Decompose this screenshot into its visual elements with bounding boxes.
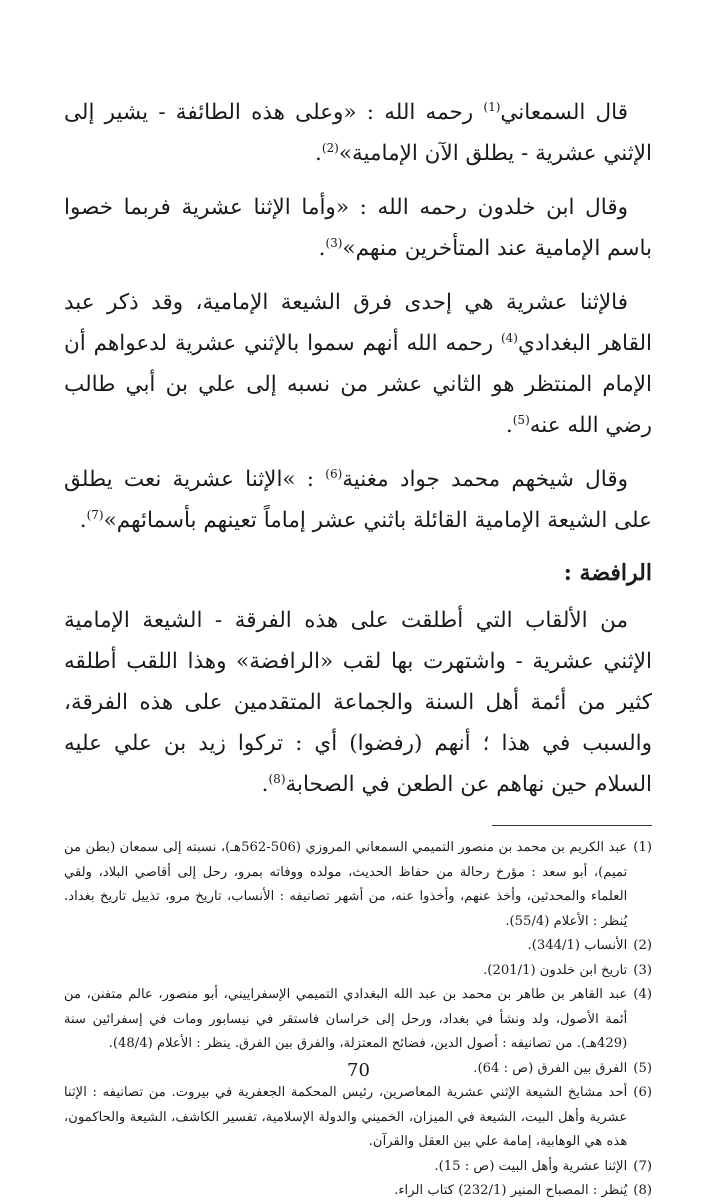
paragraph-rafida: من الألقاب التي أطلقت على هذه الفرقة - الشيعة الإمامية الإثني عشرية - واشتهرت بها لقب «الرافضة» وهذا اللقب أطلقه كثير من أئمة أهل السنة والجماعة المتقدمين على هذه الفرقة، والسبب في هذا ؛ أنهم (رفضوا) أي : تركوا زيد بن علي عليه السلام حين نهاهم عن الطعن في الصحابة$^{(8)}$. <box>64 608 652 797</box>
footnote-5: (5) الفرق بين الفرق (ص : 64). <box>473 1060 652 1076</box>
paragraph-mughniyah-quote: وقال شيخهم محمد جواد مغنية$^{(6)}$ : »الإثنا عشرية نعت يطلق على الشيعة الإمامية القائلة باثني عشر إماماً تعينهم بأسمائهم»$^{(7)}$. <box>64 466 652 533</box>
page-body <box>64 92 652 1204</box>
page-number: 70 <box>347 1060 370 1081</box>
footnote-8: (8) يُنظر : المصباح المنير (232/1) كتاب الراء. <box>394 1183 652 1198</box>
footnote-4: (4) عبد القاهر بن طاهر بن محمد بن عبد الله البغدادي التميمي الإسفراييني، أبو منصور، عالم متفنن، من أئمة الأصول، ولد ونشأ في بغداد، ورحل إلى خراسان فاستقر في نيسابور ومات في إسفرائين سنة (429هـ). من تصانيفه : أصول الدين، فضائح المعتزلة، والفرق بين الفرق. ينظر : الأعلام (48/4). <box>64 987 652 1051</box>
footnote-2: (2) الأنساب (344/1). <box>527 938 652 953</box>
footnote-6: (6) أحد مشايخ الشيعة الإثني عشرية المعاصرين، رئيس المحكمة الجعفرية في بيروت. من تصانيفه : الإثنا عشرية وأهل البيت، الشيعة في الميزان، الخميني والدولة الإسلامية، تفسير الكاشف، الشيعة والحاكمون، هذه هي الوهابية، إمامة علي بين العقل والقرآن. <box>64 1085 652 1149</box>
footnotes <box>64 836 652 1204</box>
section-heading-rafida: الرافضة : <box>563 560 652 586</box>
paragraph-ibn-khaldun-quote: وقال ابن خلدون رحمه الله : «وأما الإثنا عشرية فربما خصوا باسم الإمامية عند المتأخرين منهم»$^{(3)}$. <box>64 195 652 261</box>
footnote-ref-2[interactable]: (2) <box>321 140 339 155</box>
footnote-ref-4[interactable]: (4) <box>500 330 518 345</box>
footnote-ref-8[interactable]: (8) <box>268 771 286 786</box>
paragraph-samani-quote: قال السمعاني$^{(1)}$ رحمه الله : «وعلى هذه الطائفة - يشير إلى الإثني عشرية - يطلق الآن الإمامية»$^{(2)}$. <box>64 99 652 166</box>
footnote-ref-3[interactable]: (3) <box>325 235 343 250</box>
footnote-7: (7) الإثنا عشرية وأهل البيت (ص : 15). <box>434 1158 652 1174</box>
footnote-3: (3) تاريخ ابن خلدون (201/1). <box>483 962 652 978</box>
footnote-ref-5[interactable]: (5) <box>512 412 530 427</box>
paragraph-baghdadi: فالإثنا عشرية هي إحدى فرق الشيعة الإمامية، وقد ذكر عبد القاهر البغدادي$^{(4)}$ رحمه الله أنهم سموا بالإثني عشرية لدعواهم أن الإمام المنتظر هو الثاني عشر من نسبه إلى علي بن أبي طالب رضي الله عنه$^{(5)}$. <box>64 290 653 438</box>
footnote-1: (1) عبد الكريم بن محمد بن منصور التميمي السمعاني المروزي (506-562هـ)، نسبته إلى سمعان (بطن من تميم)، أبو سعد : مؤرخ رحالة من حفاظ الحديث، مولده ووفاته بمرو، رحل إلى أقاصي البلاد، ولقي العلماء والمحدثين، وأخذ عنهم، وأخذوا عنه، من أشهر تصانيفه : الأنساب، تاريخ مرو، تذييل تاريخ بغداد. يُنظر : الأعلام (55/4). <box>64 840 652 929</box>
footnote-ref-6[interactable]: (6) <box>325 466 343 481</box>
footnote-ref-1[interactable]: (1) <box>483 99 501 114</box>
footnote-ref-7[interactable]: (7) <box>86 507 104 522</box>
footnote-separator <box>492 825 652 826</box>
